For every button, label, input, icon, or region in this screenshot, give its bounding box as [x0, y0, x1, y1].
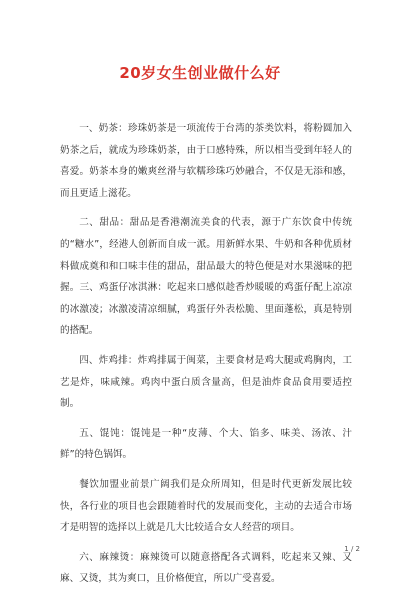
- page-number: 1 / 2: [344, 545, 360, 553]
- paragraph-desserts: 二、甜品：甜品是香港潮流美食的代表，源于广东饮食中传统的“糖水”，经港人创新而自成一派。用新鲜水果、牛奶和各种优质材料做成奠和和口味丰佳的甜品，甜品最大的特色便是对水果滋味的把握。三、鸡蛋仔冰淇淋：吃起来口感似趁香炒暖暖的鸡蛋仔配上凉凉的冰激凌；冰激凌清凉细腻，鸡蛋仔外表松脆、里面蓬松，真是特别的搭配。: [60, 217, 352, 337]
- document-title: 20岁女生创业做什么好: [119, 64, 281, 82]
- paragraph-wonton: 五、馄饨：馄饨是一种“皮薄、个大、馅多、味美、汤浓、汁鲜”的特色锅饵。: [60, 427, 352, 461]
- paragraph-malatang: 六、麻辣烫：麻辣烫可以随意搭配各式调料，吃起来又辣、又麻、又烫，其为爽口，且价格便宜，所以广受喜爱。: [60, 551, 352, 585]
- paragraph-fried-chicken: 四、炸鸡排：炸鸡排属于闽菜，主要食材是鸡大腿或鸡胸肉，工艺是炸，味咸辣。鸡肉中蛋白质含量高，但是油炸食品食用要适控制。: [60, 354, 352, 410]
- paragraph-franchise: 餐饮加盟业前景广阔我们是众所周知，但是时代更新发展比较快，各行业的项目也会跟随着时代的发展而变化，主动的去适合市场才是明智的选择以上就是几大比较适合女人经营的项目。: [60, 478, 352, 534]
- paragraph-milk-tea: 一、奶茶：珍珠奶茶是一项流传于台湾的茶类饮料，将粉圆加入奶茶之后，就成为珍珠奶茶，由于口感特殊，所以相当受到年轻人的喜爱。奶茶本身的嫩爽丝滑与软糯珍珠巧妙融合，不仅是无添和感，而且更适上滋花。: [60, 123, 352, 199]
- document-body: [60, 118, 352, 598]
